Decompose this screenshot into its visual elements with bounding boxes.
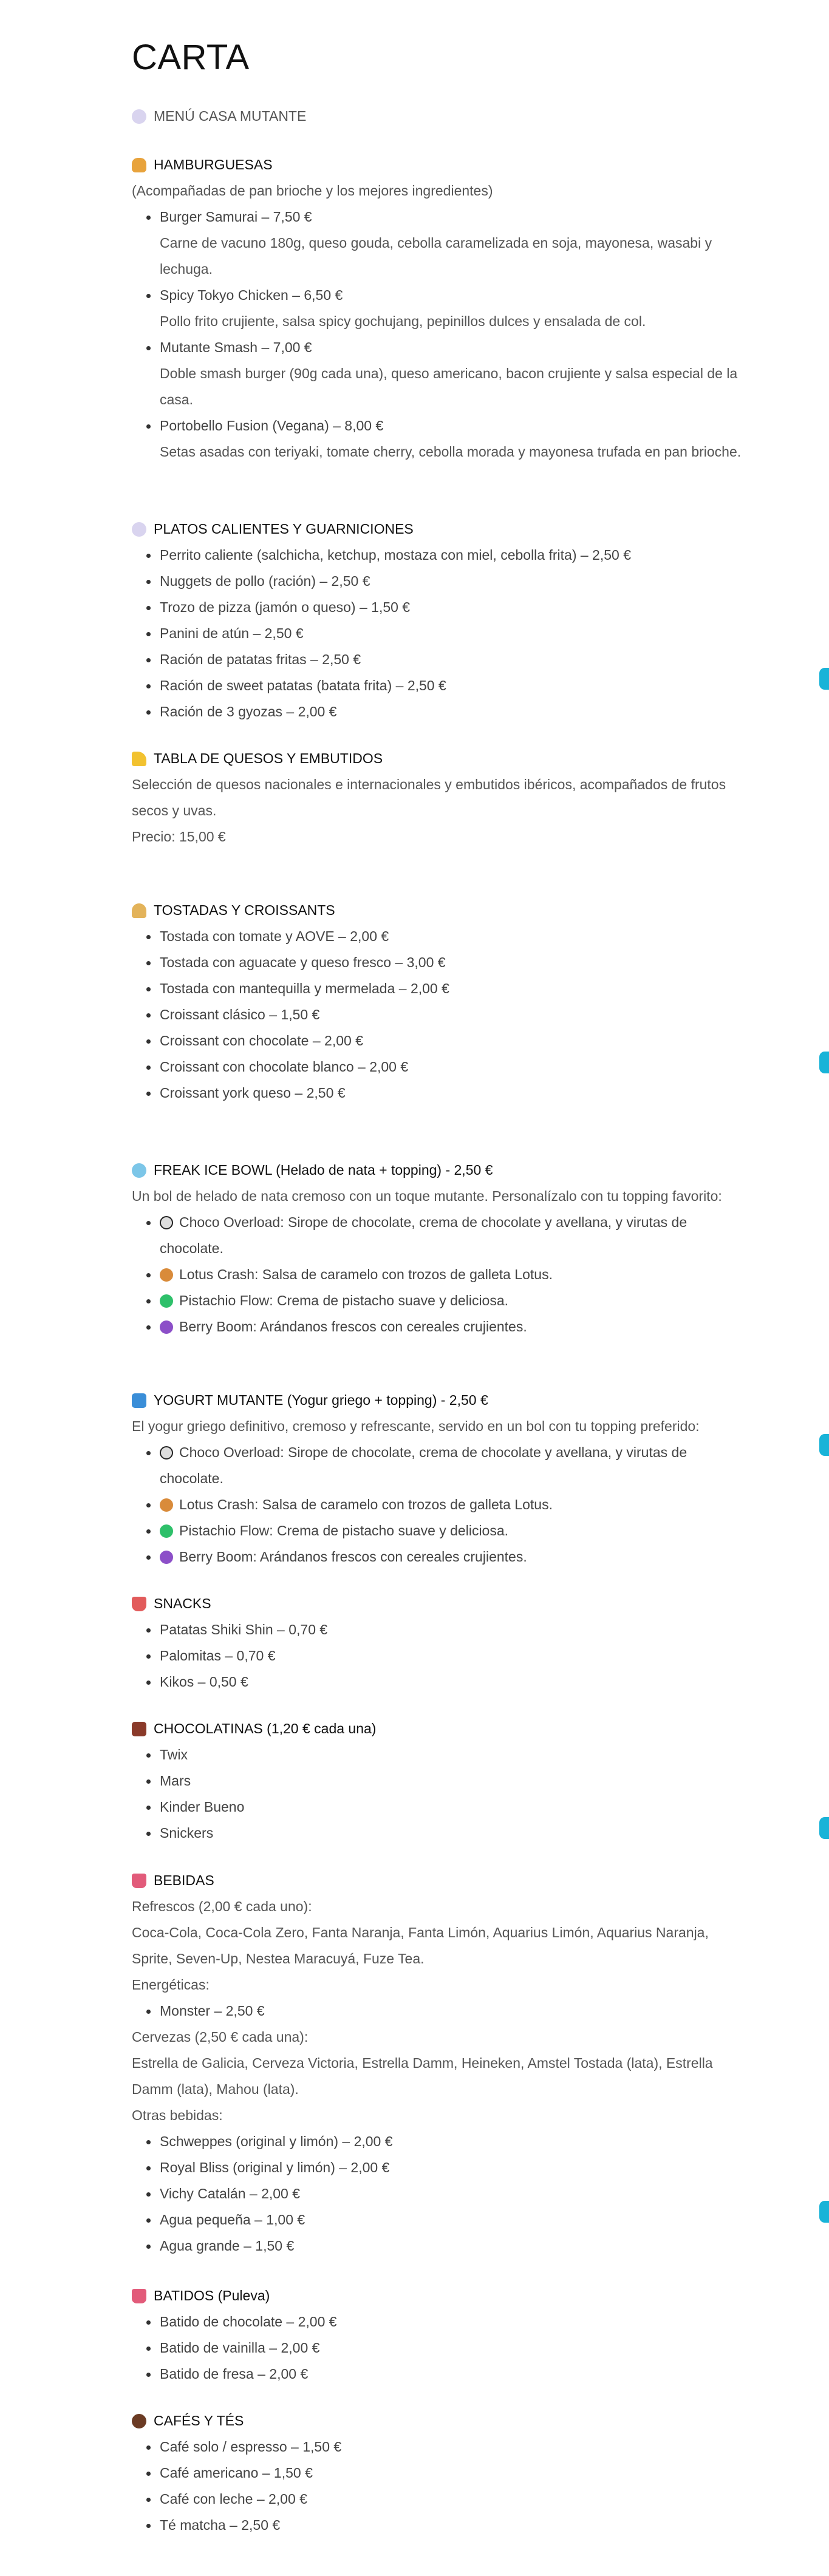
section-title: CHOCOLATINAS (1,20 € cada una) bbox=[132, 1716, 745, 1742]
list-item: Croissant york queso – 2,50 € bbox=[160, 1080, 745, 1106]
plate-icon bbox=[132, 522, 146, 537]
list-item: Café con leche – 2,00 € bbox=[160, 2486, 745, 2512]
item-list bbox=[132, 413, 745, 439]
list-item: Té matcha – 2,50 € bbox=[160, 2512, 745, 2538]
section-platos bbox=[132, 516, 745, 725]
item-description: Setas asadas con teriyaki, tomate cherry, cebolla morada y mayonesa trufada en pan brioche. bbox=[160, 444, 742, 460]
green-heart-icon bbox=[160, 1294, 173, 1308]
green-heart-icon bbox=[160, 1524, 173, 1538]
ice-bowl-icon bbox=[132, 1163, 146, 1178]
section-bebidas bbox=[132, 1867, 745, 2259]
list-item: Patatas Shiki Shin – 0,70 € bbox=[160, 1617, 745, 1643]
edge-tab[interactable] bbox=[819, 1817, 829, 1839]
list-item: Tostada con mantequilla y mermelada – 2,00 € bbox=[160, 976, 745, 1002]
edge-tab[interactable] bbox=[819, 668, 829, 690]
yogurt-icon bbox=[132, 1393, 146, 1408]
list-item: Burger Samurai – 7,50 € bbox=[160, 204, 745, 230]
section-freak-ice-bowl bbox=[132, 1157, 745, 1340]
list-item: Mutante Smash – 7,00 € bbox=[160, 335, 745, 361]
list-item: Choco Overload: Sirope de chocolate, crema de chocolate y avellana, y virutas de chocolate. bbox=[160, 1439, 745, 1492]
section-title: PLATOS CALIENTES Y GUARNICIONES bbox=[132, 516, 745, 542]
section-description: Selección de quesos nacionales e internacionales y embutidos ibéricos, acompañados de frutos secos y uvas. bbox=[132, 777, 726, 818]
subsection-label: Cervezas (2,50 € cada una): bbox=[132, 2029, 309, 2045]
list-item: Portobello Fusion (Vegana) – 8,00 € bbox=[160, 413, 745, 439]
list-item: Mars bbox=[160, 1768, 745, 1794]
list-item: Choco Overload: Sirope de chocolate, crema de chocolate y avellana, y virutas de chocolate. bbox=[160, 1209, 745, 1262]
subsection-label: Otras bebidas: bbox=[132, 2107, 223, 2123]
milkshake-icon bbox=[132, 2289, 146, 2303]
section-title: CAFÉS Y TÉS bbox=[132, 2408, 745, 2434]
section-title: TABLA DE QUESOS Y EMBUTIDOS bbox=[132, 746, 745, 772]
list-item: Pistachio Flow: Crema de pistacho suave y deliciosa. bbox=[160, 1518, 745, 1544]
section-title: SNACKS bbox=[132, 1591, 745, 1617]
list-item: Royal Bliss (original y limón) – 2,00 € bbox=[160, 2155, 745, 2181]
list-item: Croissant con chocolate blanco – 2,00 € bbox=[160, 1054, 745, 1080]
list-item: Tostada con aguacate y queso fresco – 3,00 € bbox=[160, 950, 745, 976]
drink-icon bbox=[132, 1874, 146, 1888]
list-item: Twix bbox=[160, 1742, 745, 1768]
list-item: Croissant clásico – 1,50 € bbox=[160, 1002, 745, 1028]
list-item: Ración de sweet patatas (batata frita) – 2,50 € bbox=[160, 673, 745, 699]
list-item: Agua pequeña – 1,00 € bbox=[160, 2207, 745, 2233]
item-list bbox=[132, 923, 745, 1106]
menu-name bbox=[132, 103, 306, 129]
section-tostadas bbox=[132, 897, 745, 1106]
list-item: Croissant con chocolate – 2,00 € bbox=[160, 1028, 745, 1054]
list-item: Snickers bbox=[160, 1820, 745, 1846]
list-item: Ración de patatas fritas – 2,50 € bbox=[160, 647, 745, 673]
list-item: Tostada con tomate y AOVE – 2,00 € bbox=[160, 923, 745, 950]
list-item: Batido de fresa – 2,00 € bbox=[160, 2361, 745, 2387]
list-item: Berry Boom: Arándanos frescos con cereales crujientes. bbox=[160, 1314, 745, 1340]
list-item: Batido de chocolate – 2,00 € bbox=[160, 2309, 745, 2335]
section-yogurt-mutante bbox=[132, 1387, 745, 1570]
cervezas-list: Estrella de Galicia, Cerveza Victoria, Estrella Damm, Heineken, Amstel Tostada (lata), Estrella Damm (lata), Mahou (lata). bbox=[132, 2055, 713, 2097]
chocolate-icon bbox=[132, 1722, 146, 1736]
list-item: Panini de atún – 2,50 € bbox=[160, 620, 745, 647]
item-list bbox=[132, 204, 745, 230]
list-item: Pistachio Flow: Crema de pistacho suave y deliciosa. bbox=[160, 1288, 745, 1314]
list-item: Ración de 3 gyozas – 2,00 € bbox=[160, 699, 745, 725]
list-item: Lotus Crash: Salsa de caramelo con trozos de galleta Lotus. bbox=[160, 1262, 745, 1288]
list-item: Perrito caliente (salchicha, ketchup, mostaza con miel, cebolla frita) – 2,50 € bbox=[160, 542, 745, 568]
burger-icon bbox=[132, 158, 146, 172]
panda-icon bbox=[160, 1216, 173, 1229]
section-intro: Un bol de helado de nata cremoso con un toque mutante. Personalízalo con tu topping favorito: bbox=[132, 1188, 722, 1204]
edge-tab[interactable] bbox=[819, 1052, 829, 1073]
list-item: Batido de vainilla – 2,00 € bbox=[160, 2335, 745, 2361]
list-item: Kikos – 0,50 € bbox=[160, 1669, 745, 1695]
cookie-icon bbox=[160, 1498, 173, 1512]
section-title: HAMBURGUESAS bbox=[132, 152, 745, 178]
section-snacks bbox=[132, 1591, 745, 1695]
item-description: Carne de vacuno 180g, queso gouda, cebolla caramelizada en soja, mayonesa, wasabi y lechuga. bbox=[160, 235, 712, 277]
item-list bbox=[132, 1617, 745, 1695]
purple-heart-icon bbox=[160, 1320, 173, 1334]
coffee-icon bbox=[132, 2414, 146, 2428]
list-item: Vichy Catalán – 2,00 € bbox=[160, 2181, 745, 2207]
item-list bbox=[132, 542, 745, 725]
refrescos-list: Coca-Cola, Coca-Cola Zero, Fanta Naranja, Fanta Limón, Aquarius Limón, Aquarius Naranja, Sprite, Seven-Up, Nestea Maracuyá, Fuze Tea. bbox=[132, 1925, 709, 1966]
subsection-label: Energéticas: bbox=[132, 1977, 210, 1993]
section-title: BEBIDAS bbox=[132, 1867, 745, 1894]
list-item: Café solo / espresso – 1,50 € bbox=[160, 2434, 745, 2460]
section-title: YOGURT MUTANTE (Yogur griego + topping) - 2,50 € bbox=[132, 1387, 745, 1413]
list-item: Monster – 2,50 € bbox=[160, 1998, 745, 2024]
item-list bbox=[132, 335, 745, 361]
menu-name-label: MENÚ CASA MUTANTE bbox=[154, 108, 307, 124]
list-item: Spicy Tokyo Chicken – 6,50 € bbox=[160, 282, 745, 308]
section-title: FREAK ICE BOWL (Helado de nata + topping) - 2,50 € bbox=[132, 1157, 745, 1183]
price: Precio: 15,00 € bbox=[132, 829, 226, 845]
list-item: Kinder Bueno bbox=[160, 1794, 745, 1820]
item-list bbox=[132, 1742, 745, 1846]
item-list bbox=[132, 2129, 745, 2259]
section-cafes bbox=[132, 2408, 745, 2538]
list-item: Schweppes (original y limón) – 2,00 € bbox=[160, 2129, 745, 2155]
subsection-label: Refrescos (2,00 € cada uno): bbox=[132, 1898, 312, 1914]
list-item: Berry Boom: Arándanos frescos con cereales crujientes. bbox=[160, 1544, 745, 1570]
list-item: Trozo de pizza (jamón o queso) – 1,50 € bbox=[160, 594, 745, 620]
item-list bbox=[132, 1998, 745, 2024]
item-description: Doble smash burger (90g cada una), queso americano, bacon crujiente y salsa especial de la casa. bbox=[160, 365, 738, 407]
snack-icon bbox=[132, 1597, 146, 1611]
sandwich-icon bbox=[132, 903, 146, 918]
section-title: BATIDOS (Puleva) bbox=[132, 2283, 745, 2309]
section-intro: El yogur griego definitivo, cremoso y refrescante, servido en un bol con tu topping preferido: bbox=[132, 1418, 700, 1434]
cookie-icon bbox=[160, 1268, 173, 1282]
panda-icon bbox=[160, 1446, 173, 1460]
item-description: Pollo frito crujiente, salsa spicy gochujang, pepinillos dulces y ensalada de col. bbox=[160, 313, 646, 329]
list-item: Nuggets de pollo (ración) – 2,50 € bbox=[160, 568, 745, 594]
item-list bbox=[132, 282, 745, 308]
item-list bbox=[132, 2309, 745, 2387]
purple-heart-icon bbox=[160, 1551, 173, 1564]
list-item: Agua grande – 1,50 € bbox=[160, 2233, 745, 2259]
plate-icon bbox=[132, 109, 146, 124]
section-batidos bbox=[132, 2283, 745, 2387]
section-intro: (Acompañadas de pan brioche y los mejores ingredientes) bbox=[132, 183, 493, 199]
page-title: CARTA bbox=[132, 38, 250, 77]
list-item: Lotus Crash: Salsa de caramelo con trozos de galleta Lotus. bbox=[160, 1492, 745, 1518]
cheese-icon bbox=[132, 752, 146, 766]
edge-tab[interactable] bbox=[819, 2201, 829, 2223]
section-quesos bbox=[132, 746, 745, 850]
item-list bbox=[132, 1209, 745, 1340]
list-item: Café americano – 1,50 € bbox=[160, 2460, 745, 2486]
item-list bbox=[132, 2434, 745, 2538]
section-hamburguesas bbox=[132, 152, 745, 465]
section-chocolatinas bbox=[132, 1716, 745, 1846]
list-item: Palomitas – 0,70 € bbox=[160, 1643, 745, 1669]
section-title: TOSTADAS Y CROISSANTS bbox=[132, 897, 745, 923]
edge-tab[interactable] bbox=[819, 1434, 829, 1456]
item-list bbox=[132, 1439, 745, 1570]
